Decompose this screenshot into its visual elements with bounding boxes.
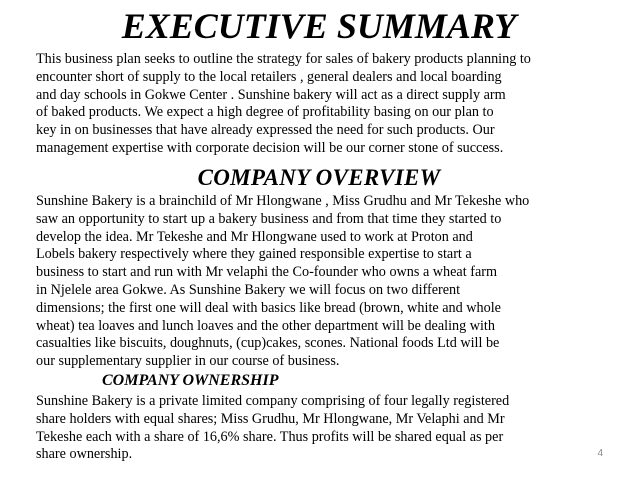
company-ownership-line: share holders with equal shares; Miss Grudhu, Mr Hlongwane, Mr Velaphi and Mr bbox=[36, 410, 505, 427]
executive-summary-line: management expertise with corporate decision will be our corner stone of success. bbox=[36, 139, 504, 156]
company-overview-line: Sunshine Bakery is a brainchild of Mr Hlongwane , Miss Grudhu and Mr Tekeshe who bbox=[36, 193, 530, 209]
company-overview-heading: COMPANY OVERVIEW bbox=[197, 165, 441, 190]
executive-summary-line: key in on businesses that have already expressed the need for such products. Our bbox=[36, 122, 495, 139]
company-overview-line: casualties like biscuits, doughnuts, (cup)cakes, scones. National foods Ltd will be bbox=[36, 335, 500, 352]
executive-summary-line: This business plan seeks to outline the strategy for sales of bakery products planning to bbox=[36, 51, 531, 67]
company-overview-line: develop the idea. Mr Tekeshe and Mr Hlongwane used to work at Proton and bbox=[36, 228, 473, 245]
page-number: 4 bbox=[597, 448, 603, 459]
executive-summary-line: and day schools in Gokwe Center . Sunshine bakery will act as a direct supply arm bbox=[36, 86, 506, 103]
company-overview-line: Lobels bakery respectively where they gained responsible expertise to start a bbox=[36, 246, 472, 263]
company-ownership-line: share ownership. bbox=[36, 446, 133, 463]
company-ownership-line: Tekeshe each with a share of 16,6% share. Thus profits will be shared equal as per bbox=[36, 428, 504, 445]
company-overview-paragraph bbox=[36, 193, 637, 371]
company-overview-line: business to start and run with Mr velaphi the Co-founder who owns a wheat farm bbox=[36, 264, 497, 281]
company-overview-line: our supplementary supplier in our course of business. bbox=[36, 353, 340, 370]
executive-summary-line: of baked products. We expect a high degree of profitability basing on our plan to bbox=[36, 104, 494, 121]
company-ownership-line: Sunshine Bakery is a private limited company comprising of four legally registered bbox=[36, 393, 510, 409]
company-overview-line: in Njelele area Gokwe. As Sunshine Bakery we will focus on two different bbox=[36, 281, 461, 298]
executive-summary-line: encounter short of supply to the local retailers , general dealers and local boarding bbox=[36, 68, 502, 85]
company-ownership-heading: COMPANY OWNERSHIP bbox=[102, 372, 279, 389]
executive-summary-paragraph bbox=[36, 51, 637, 158]
slide-title: EXECUTIVE SUMMARY bbox=[121, 6, 517, 46]
company-overview-line: saw an opportunity to start up a bakery business and from that time they started to bbox=[36, 210, 502, 227]
company-overview-line: dimensions; the first one will deal with basics like bread (brown, white and whole bbox=[36, 299, 501, 316]
company-overview-line: wheat) tea loaves and lunch loaves and the other department will be dealing with bbox=[36, 317, 495, 334]
company-ownership-paragraph bbox=[36, 393, 637, 464]
